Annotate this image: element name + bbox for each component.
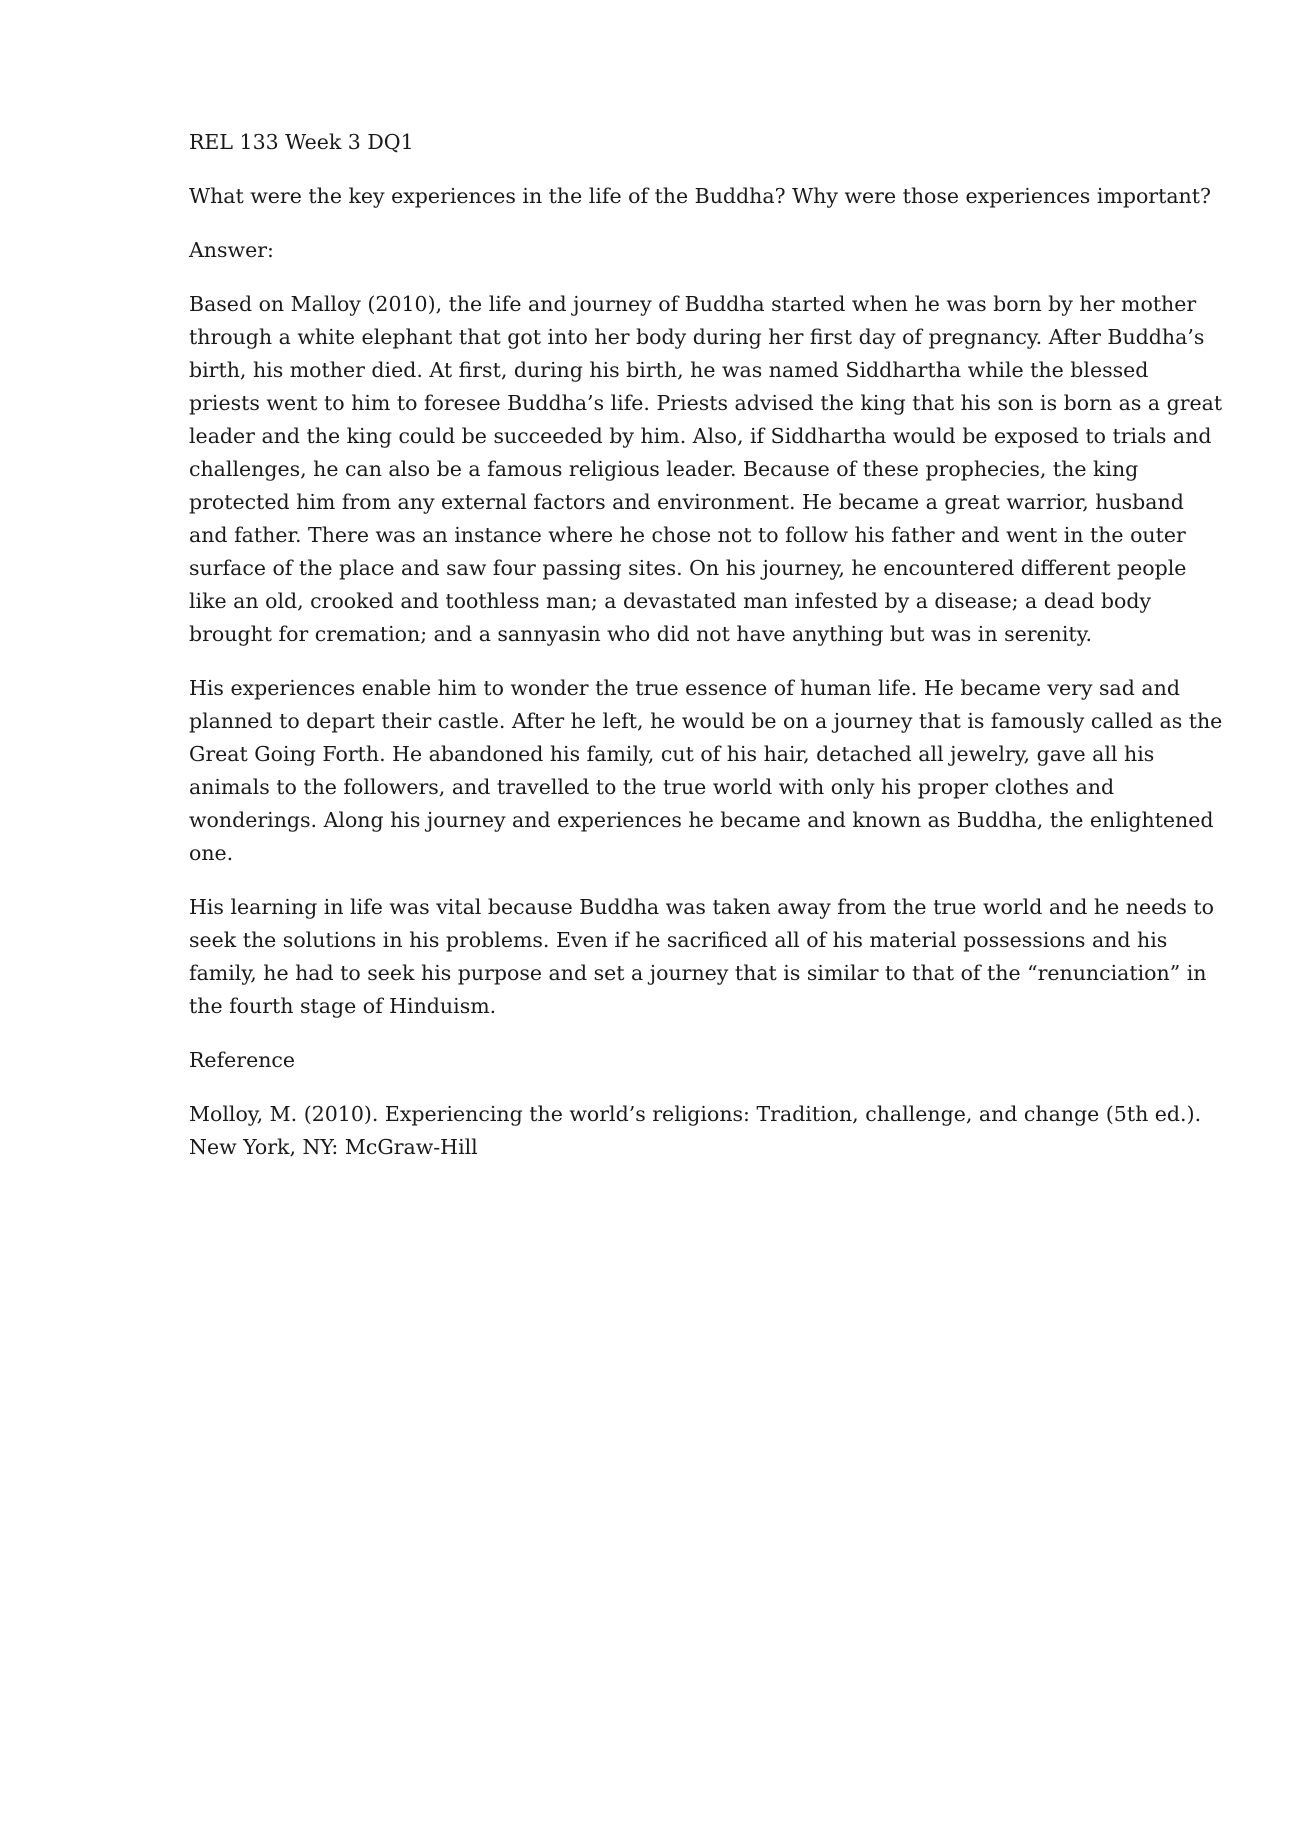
discussion-question: What were the key experiences in the life of the Buddha? Why were those experiences important?: [189, 184, 1211, 208]
answer-paragraph-3: His learning in life was vital because Buddha was taken away from the true world and he needs to seek the solutions in his problems. Even if he sacrificed all of his material possessions and his family, he had to seek his purpose and set a journey that is similar to that of the “renunciation” in the fourth stage of Hinduism.: [189, 895, 1214, 1018]
answer-paragraph-2: His experiences enable him to wonder the true essence of human life. He became very sad and planned to depart their castle. After he left, he would be on a journey that is famously called as the Great Going Forth. He abandoned his family, cut of his hair, detached all jewelry, gave all his animals to the followers, and travelled to the true world with only his proper clothes and wonderings. Along his journey and experiences he became and known as Buddha, the enlightened one.: [189, 676, 1223, 865]
reference-entry-line-2: New York, NY: McGraw-Hill: [189, 1135, 478, 1159]
reference-heading: Reference: [189, 1048, 296, 1072]
document-title: REL 133 Week 3 DQ1: [189, 130, 414, 154]
answer-paragraph-1: Based on Malloy (2010), the life and journey of Buddha started when he was born by her mother through a white elephant that got into her body during her first day of pregnancy. After Buddha’s birth, his mother died. At first, during his birth, he was named Siddhartha while the blessed priests went to him to foresee Buddha’s life. Priests advised the king that his son is born as a great leader and the king could be succeeded by him. Also, if Siddhartha would be exposed to trials and challenges, he can also be a famous religious leader. Because of these prophecies, the king protected him from any external factors and environment. He became a great warrior, husband and father. There was an instance where he chose not to follow his father and went in the outer surface of the place and saw four passing sites. On his journey, he encountered different people like an old, crooked and toothless man; a devastated man infested by a disease; a dead body brought for cremation; and a sannyasin who did not have anything but was in serenity.: [189, 292, 1223, 646]
document-body: [189, 126, 1224, 1185]
reference-entry-line-1: Molloy, M. (2010). Experiencing the world’s religions: Tradition, challenge, and change (5th ed.).: [189, 1102, 1202, 1126]
reference-entry: [189, 1098, 1224, 1164]
answer-label: Answer:: [189, 238, 274, 262]
